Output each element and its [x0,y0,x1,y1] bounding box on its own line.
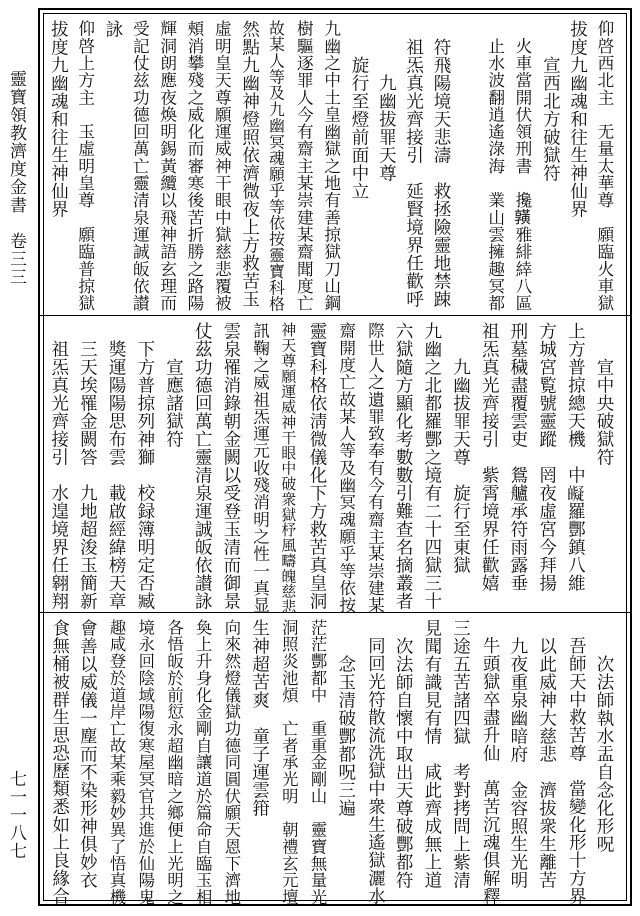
text-column: 受記仗兹功德回萬亡靈清泉運誠皈依讃 [130,20,150,312]
text-column: 宣西北方破獄符 [540,20,561,182]
text-column: 牛頭獄卒盡升仙 萬苦沉魂俱解釋 [479,619,500,905]
text-column: 吾師天中救苦尊 當變化形十方界 [565,619,586,905]
text-column: 三途五苦諸四獄 考對拷問上紫清 [450,619,471,889]
text-column: 虛明皇天尊願運威神干眼中獄慈悲覆被 [212,20,232,312]
text-column: 念玉清破酆都呪三遍 [335,619,356,817]
text-column: 方城宮覧號靈蹤 罔夜虛宮今拜揚 [536,322,557,592]
text-column: 獎運陽陽思布雲 載啟經緯榜天章 [106,322,127,610]
book-title-margin: 靈寶領教濟度金書 卷三三 [6,70,26,286]
text-column: 食無桶被群生思恐歷類悉如上良緣合 [48,619,69,905]
text-column: 拔度九幽魂和往生神仙界 [48,20,69,218]
text-column: 祖炁真光齊接引 水遑境界任翱翔 [48,322,69,610]
text-column: 符飛陽境天悲濤 救拯險靈地禁踈 [431,20,451,308]
text-column: 刑墓穢盡覆雲吏 鴛艫承符雨露垂 [507,322,528,592]
text-column: 各悟皈於前愆永超幽暗之鄉便上光明之 [164,619,184,906]
text-column: 下方普掠列神獅 校録簿明定否臧 [134,322,155,610]
text-column: 見聞有識見有情 咸此齊成無上道 [421,619,442,889]
text-column: 宣中央破獄符 [594,322,614,466]
text-column: 旋行至燈前面中立 [349,20,369,200]
text-column: 上方普掠總天機 中𤾰羅酆鎮八維 [565,322,586,592]
text-column: 趣咸登於道岸亡故某乘毅妙異了悟真機 [107,619,127,906]
text-column: 九幽拔罪天尊 旋行至東獄 [450,322,471,574]
text-column: 三天埃罹金闕答 九地超浚玉簡新 [77,322,98,610]
text-column: 神天尊願運威神干眼中破衆獄杼風疇魄慈悲 [279,322,298,615]
text-column: 然點九幽神燈照依濟微夜上方救苦玉 [239,20,260,308]
panel-divider-upper [40,315,630,316]
text-column: 仗茲功德回萬亡靈清泉運誠皈依讃詠 [192,322,213,610]
text-column: 奐上升身化金剛自讓道於篇命自臨玉相 [193,619,213,906]
text-column: 拔度九幽魂和往生神仙界 [567,20,588,218]
text-column: 止水波翻逍遙淥海 業山雲擁趣冥都 [485,20,505,312]
text-column: 以此威神大慈悲 濟拔衆生離苦 [536,619,557,889]
text-panel-middle [48,322,620,615]
text-column: 祖炁真光齊接引 紫霄境界任歡嬉 [479,322,500,592]
text-column: 會善以威儀一塵而不染形神俱妙衣 [77,619,98,889]
text-column: 靈寶科格依淸微儀化下方救苦真皇洞 [307,322,327,610]
text-column: 仰啓西北主 无量太華尊 願臨火車獄 [595,20,614,312]
text-column: 六獄隨方顯化考數數引難查名摘叢者 [393,322,414,610]
text-column: 訊鞠之威祖炁運元收殘消明之性一真显 [250,322,270,614]
text-panel-upper [48,20,620,312]
text-column: 雲泉罹消錄朝金闕以受登玉清而御景 [220,322,241,610]
page-frame [38,8,632,906]
text-panel-lower [48,619,620,906]
text-column: 齋開度亡故某人等及幽冥魂願乎等依按 [336,322,356,614]
text-column: 九幽之中土皇幽獄之地有善掠獄刀山鋼 [321,20,341,312]
text-column: 詠 [103,20,123,38]
text-column: 生神超苦爽 童子運雲箝 [249,619,270,817]
text-column: 祖炁真光齊接引 延賢境界任歡呼 [403,20,424,308]
text-column: 九幽之北都羅酆之境有二十四獄三十 [421,322,442,610]
text-column: 故某人等及九幽冥魂願乎等依按靈寶科格 [267,20,286,312]
text-column: 宣應諸獄符 [163,322,184,448]
text-column: 仰啓上方主 玉虛明皇尊 願臨普掠獄 [75,20,95,312]
text-column: 次法師自懷中取出天尊破酆都符 [393,619,414,889]
text-column: 樹驅逐罪人今有齋主某崇建某齋聞度亡 [294,20,314,312]
text-column: 洞照炎池煩 亡者承光明 朝禮玄元壇 [279,619,299,906]
text-column: 九幽拔罪天尊 [376,20,397,182]
text-column: 火車當開伏領刑書 攙𪏆雅緋緈八區 [513,20,532,312]
text-column: 際世人之遺罪致奉有今有齋主某崇建某 [365,322,385,614]
text-column [456,20,481,313]
text-column: 茫茫酆都中 重重金剛山 靈寶無量光 [308,619,327,906]
text-column: 向來然燈儀獄功德同圓伏願天恩下濟地 [221,619,241,906]
text-column: 輝洞朗應夜煥明錫黃纜以飛神語玄理而 [157,20,177,312]
text-column: 同回光符散流洗獄中衆生遙獄灑水 [364,619,385,905]
page-number-margin: 七一一八七 [6,770,26,860]
text-column: 次法師執水盂自念化形呪 [594,619,614,853]
text-column: 九夜重泉幽暗府 金容照生光明 [507,619,528,889]
text-column: 頰消攀殘之威化而審寒後苦折勝之路陽 [185,20,204,312]
text-column: 境永回陰域陽復寒屋冥官共進於仙陽鬼 [135,619,155,906]
